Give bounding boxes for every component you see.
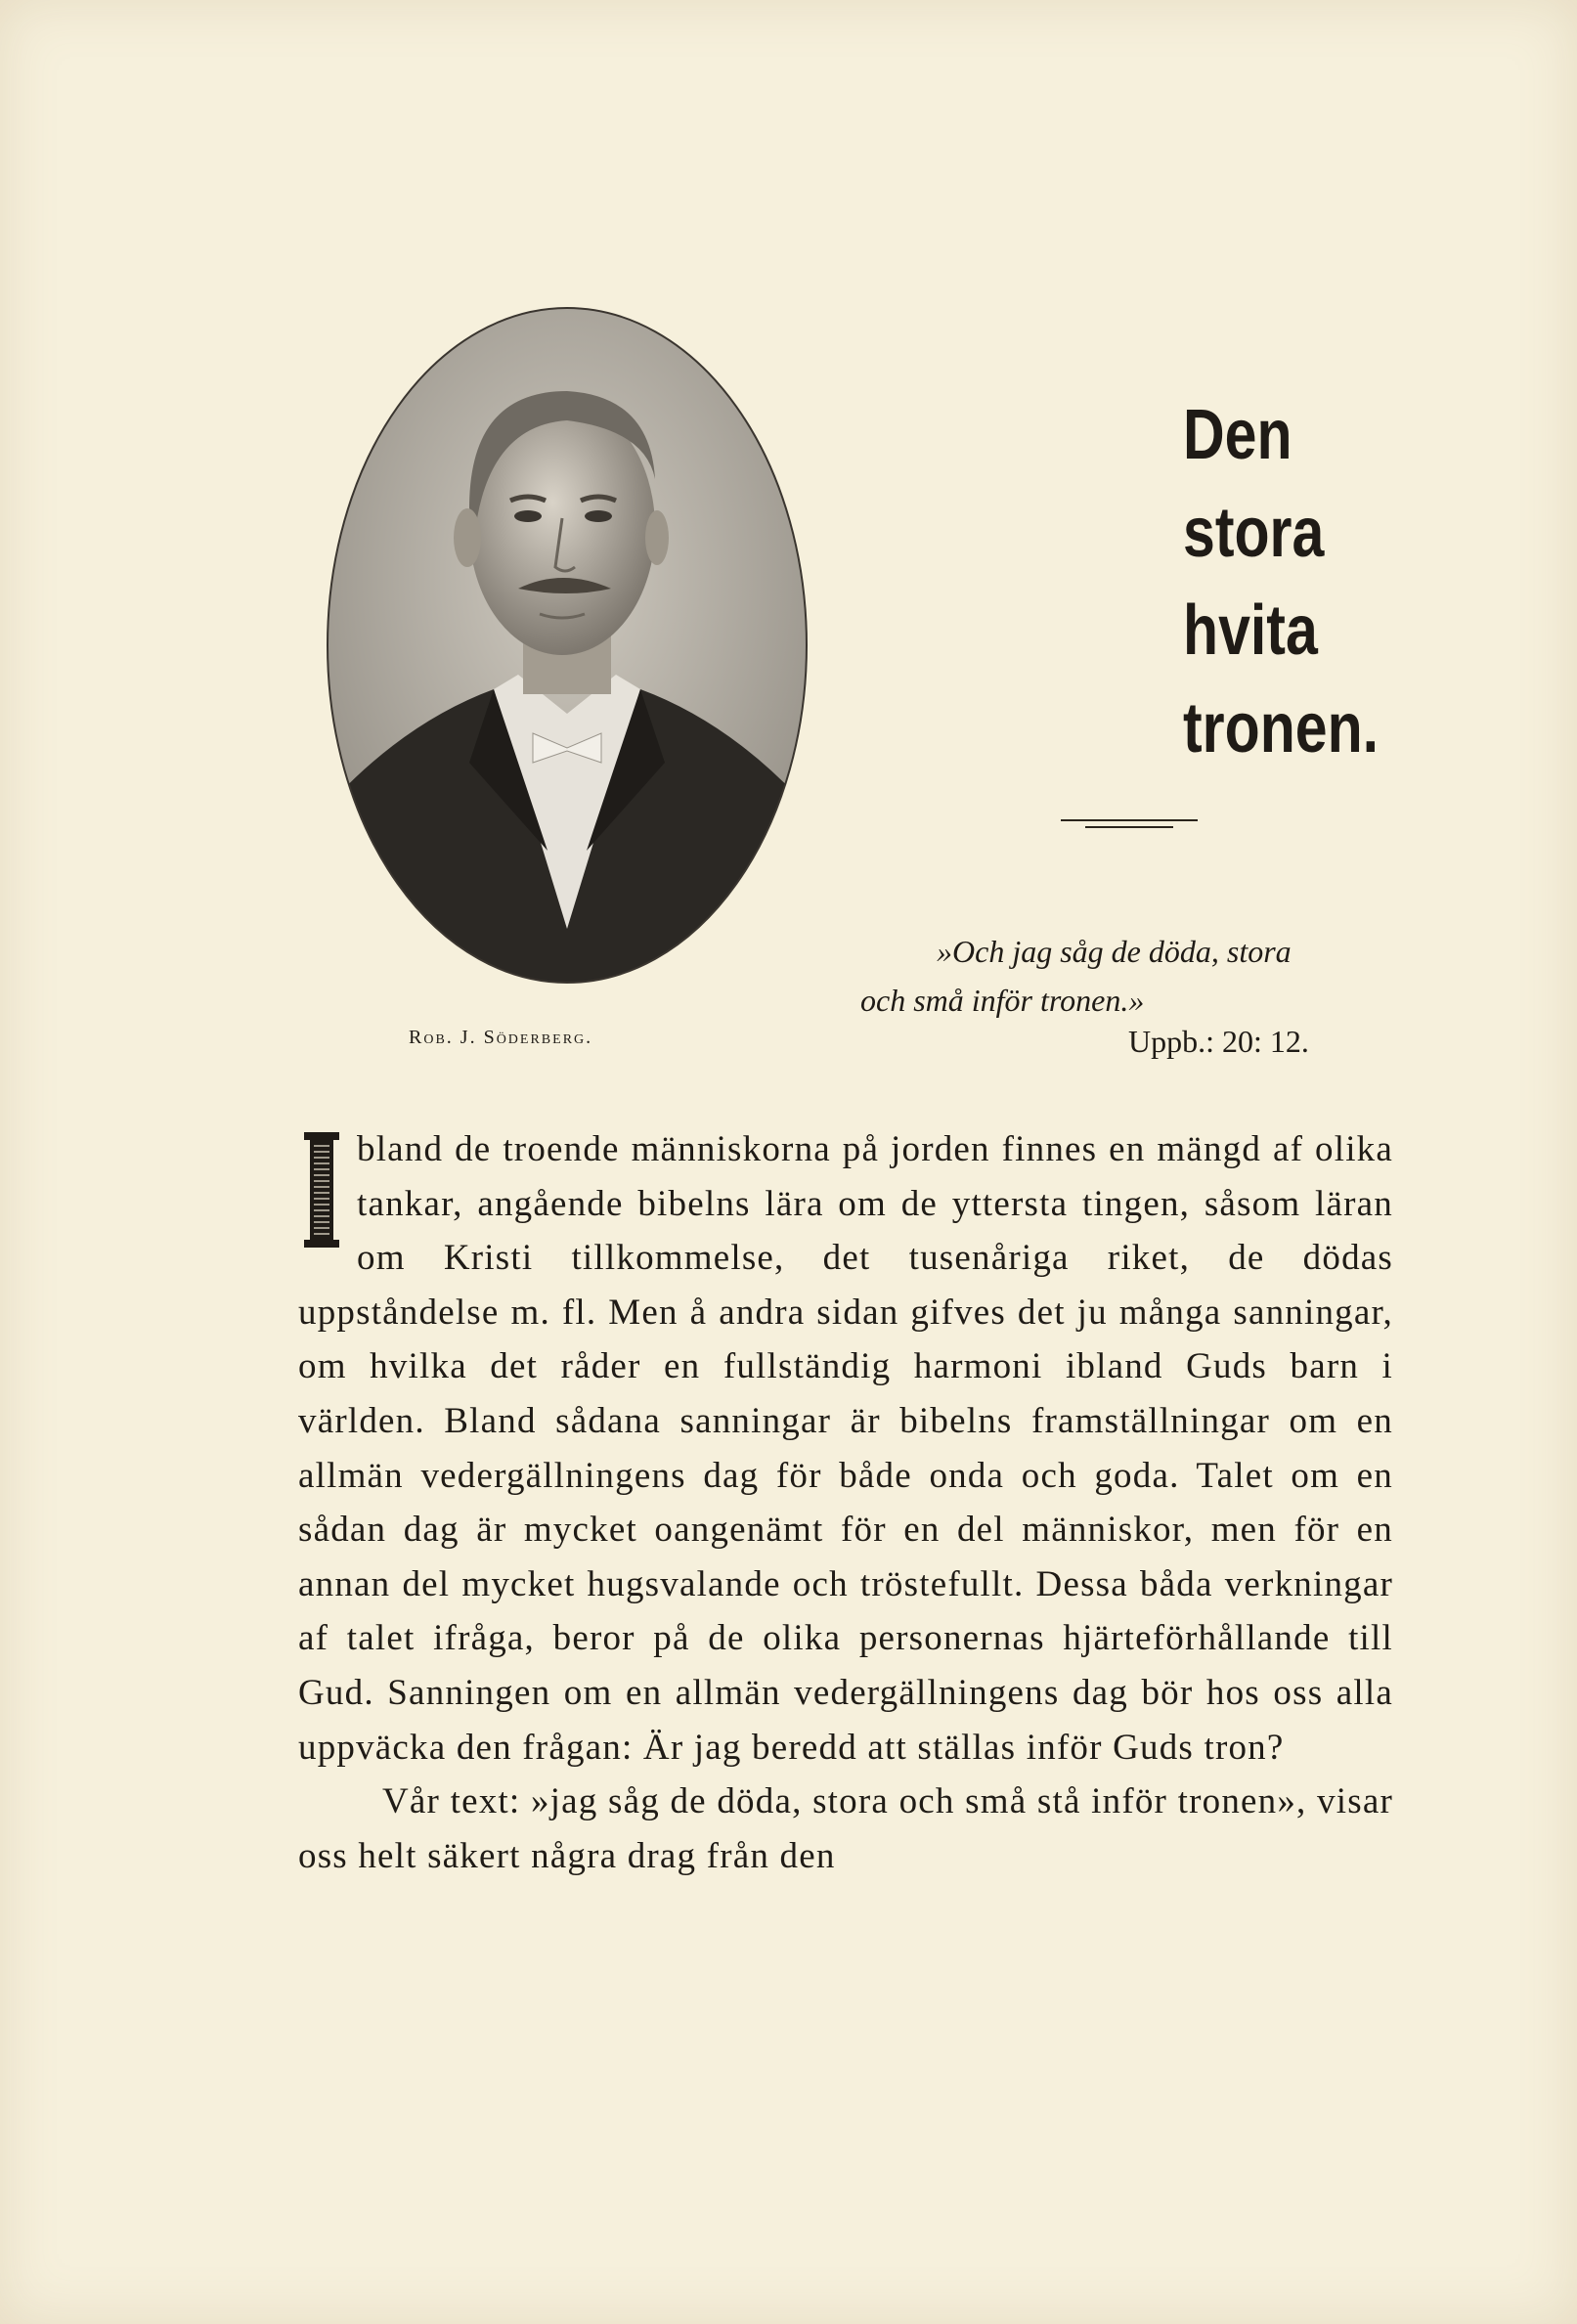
title-line-3: hvita: [1183, 592, 1318, 670]
paragraph-2: Vår text: »jag såg de döda, stora och små stå inför tronen», visar oss helt säkert några drag från den: [298, 1781, 1393, 1876]
title-line-4: tronen.: [1183, 689, 1380, 767]
epigraph-line-2: och små inför tronen.»: [860, 983, 1145, 1018]
drop-cap-I: [298, 1132, 345, 1248]
paragraph-1-text: bland de troende människorna på jorden finnes en mängd af olika tankar, angående bibelns lära om de yttersta tingen, såsom läran om Kristi tillkommelse, det tusenåriga riket, de dödas uppståndelse m. fl. Men å andra sidan gifves det ju många sanningar, om hvilka det råder en fullständig harmoni ibland Guds barn i världen. Bland sådana sanningar är bibelns framställningar om en allmän vedergällningens dag för både onda och goda. Talet om en sådan dag är mycket oangenämt för en del människor, men för en annan del mycket hugsvalande och tröstefullt. Dessa båda verkningar af talet ifråga, beror på de olika personernas hjärteförhållande till Gud. Sanningen om en allmän vedergällningens dag bör hos oss alla uppväcka den frågan: Är jag beredd att ställas inför Guds tron?: [298, 1129, 1393, 1768]
epigraph: [860, 927, 1408, 1025]
title-line-2: stora: [1183, 494, 1325, 572]
portrait-photo: [323, 303, 811, 987]
paragraph-1: [298, 1122, 1393, 1775]
body-text: [298, 1122, 1393, 1883]
epigraph-line-1: »Och jag såg de döda, stora: [937, 934, 1292, 969]
page-title: [1183, 386, 1439, 777]
scripture-reference: Uppb.: 20: 12.: [1128, 1024, 1309, 1059]
title-divider-short: [1085, 826, 1173, 828]
title-line-1: Den: [1183, 396, 1292, 474]
title-divider: [1061, 819, 1198, 821]
portrait-caption: Rob. J. Söderberg.: [409, 1027, 593, 1048]
